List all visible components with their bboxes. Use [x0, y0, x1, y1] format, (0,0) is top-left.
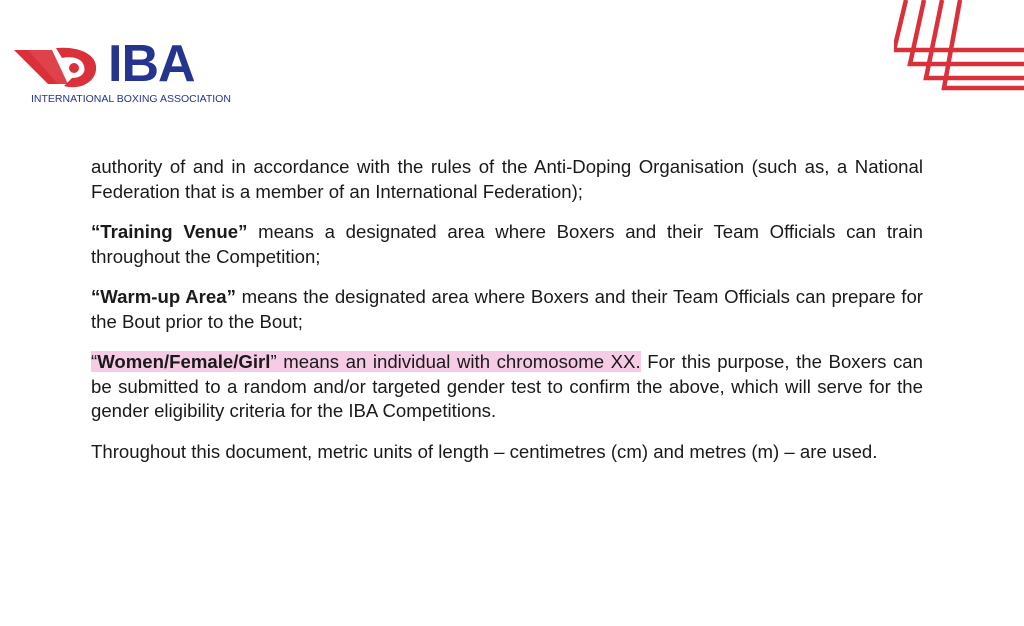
defined-term: Women/Female/Girl [97, 351, 271, 372]
definition-text: means a designated area where Boxers and their Team Officials can train throughout the Competition; [91, 221, 923, 267]
definition-training-venue [91, 220, 923, 269]
paragraph-anti-doping-authority [91, 155, 923, 204]
definition-text: means the designated area where Boxers and their Team Officials can prepare for the Bout prior to the Bout; [91, 286, 923, 332]
highlighted-text: ” means an individual with chromosome XX. [270, 351, 641, 372]
definition-warm-up-area [91, 285, 923, 334]
document-body [91, 155, 923, 480]
iba-boxing-glove-icon [12, 44, 98, 90]
logo-tagline: INTERNATIONAL BOXING ASSOCIATION [31, 93, 231, 105]
highlighted-definition [91, 351, 641, 372]
paragraph-text: authority of and in accordance with the rules of the Anti-Doping Organisation (such as, a National Federation that is a member of an International Federation); [91, 156, 923, 202]
paragraph-text: Throughout this document, metric units of length – centimetres (cm) and metres (m) – are used. [91, 440, 878, 462]
defined-term: “Training Venue” [91, 221, 248, 242]
red-stripes-icon [894, 0, 1024, 95]
definition-women-female-girl [91, 350, 923, 424]
paragraph-metric-units [91, 440, 923, 465]
iba-logo [12, 35, 232, 110]
open-quote: “ [91, 351, 98, 372]
defined-term: “Warm-up Area” [91, 286, 236, 307]
logo-wordmark: IBA [108, 35, 195, 93]
definition-text: For this purpose, the Boxers can be submitted to a random and/or targeted gender test to confirm the above, which will serve for the gender eligibility criteria for the IBA Competitions. [91, 351, 923, 421]
